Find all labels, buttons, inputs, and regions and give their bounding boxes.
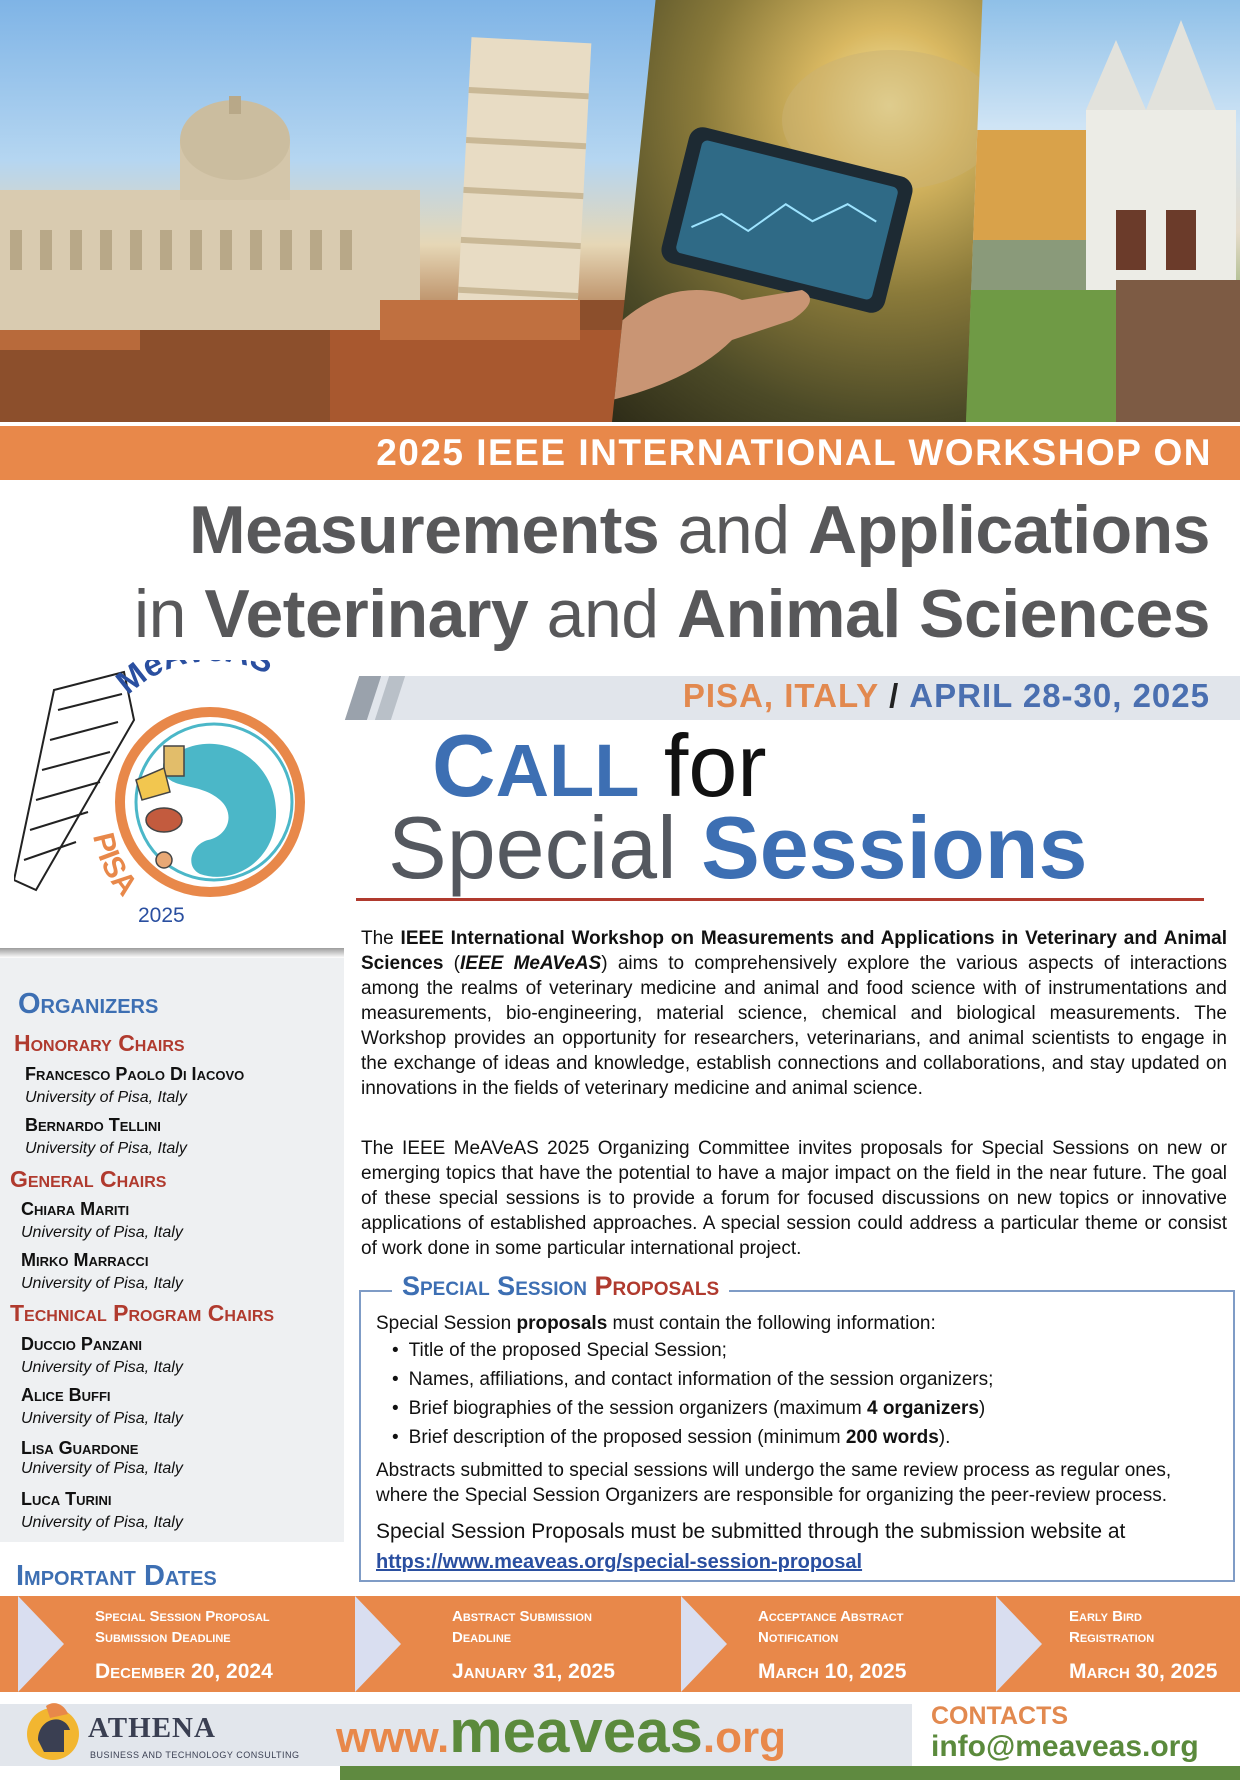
proposals-submit-text: Special Session Proposals must be submitted through the submission website at [376, 1520, 1126, 1543]
organizer-name: Lisa Guardone [21, 1438, 139, 1458]
title-line-1 [189, 488, 1210, 572]
photo-pisa-cathedral-tower [0, 0, 660, 422]
proposals-item-description: • Brief description of the proposed session (minimum 200 words). [392, 1427, 1222, 1449]
intro-paragraph-2: The IEEE MeAVeAS 2025 Organizing Committee invites proposals for Special Sessions on new or emerging topics that have the potential to have a major impact on the field in the near future. The goal of these special sessions is to provide a forum for focused discussions on new topics or innovative applications of established approaches. A special session could address a particular theme or consist of work done in some particular international project. [361, 1138, 1227, 1259]
proposals-item-biographies: • Brief biographies of the session organizers (maximum 4 organizers) [392, 1398, 1222, 1420]
call-word-for: for [663, 716, 767, 815]
title-word-and-2: and [528, 576, 678, 652]
workshop-full-name: IEEE International Workshop on Measurements and Applications in Veterinary and Animal Sciences [361, 928, 1227, 974]
title-word-animal-sciences: Animal Sciences [677, 576, 1210, 652]
intro-paragraph-1: The IEEE International Workshop on Measurements and Applications in Veterinary and Animal Sciences (IEEE MeAVeAS) aims to comprehensively explore the various aspects of interactions among the realms of veterinary medicine and animal and food science with of instrumentations and measurements, bio-engineering, material science, chemical and biological measurements. The Workshop provides an opportunity for researchers, veterinarians, and animal scientists to engage in the exchange of ideas and knowledge, establish connections and collaborations, and stay updated on innovations in the fields of veterinary medicine and animal science. [361, 928, 1228, 1099]
date-value: January 31, 2025 [452, 1660, 615, 1683]
organizer-name: Duccio Panzani [21, 1334, 142, 1354]
athena-helmet-icon [24, 1700, 82, 1764]
logo-name-text: Me [108, 660, 169, 701]
organizer-name: Luca Turini [21, 1489, 112, 1509]
technical-program-chairs-heading: Technical Program Chairs [10, 1300, 275, 1326]
milk-carton-icon [164, 746, 184, 776]
organizer-affiliation: University of Pisa, Italy [21, 1514, 183, 1531]
honorary-chairs-heading: Honorary Chairs [14, 1030, 185, 1056]
church-illustration [966, 0, 1240, 422]
contact-email[interactable]: info@meaveas.org [931, 1730, 1199, 1763]
title-word-and-1: and [659, 492, 808, 568]
call-word-call: CALL [432, 716, 640, 815]
athena-company-tagline: BUSINESS AND TECHNOLOGY CONSULTING [90, 1750, 300, 1760]
location-text [683, 677, 1210, 715]
general-chairs-heading: General Chairs [10, 1166, 167, 1192]
meaveas-logo-graphic [14, 660, 344, 940]
sausage-icon [156, 852, 172, 868]
proposals-title: Special Session Proposals [392, 1271, 729, 1302]
date-value: December 20, 2024 [95, 1660, 273, 1683]
photo-santa-maria-spina [966, 0, 1240, 422]
date-label: Acceptance Abstract Notification [758, 1608, 904, 1646]
organizer-affiliation: University of Pisa, Italy [21, 1359, 183, 1376]
athena-company-name: ATHENA [88, 1712, 216, 1744]
proposals-item-organizers: • Names, affiliations, and contact information of the session organizers; [392, 1369, 1222, 1391]
organizer-name: Francesco Paolo Di Iacovo [25, 1064, 245, 1084]
meat-icon [146, 808, 182, 832]
footer-green-bar [340, 1766, 1240, 1780]
date-label: Special Session Proposal Submission Deadline [95, 1608, 270, 1646]
title-line-2 [134, 572, 1210, 656]
date-value: March 10, 2025 [758, 1660, 907, 1683]
date-value: March 30, 2025 [1069, 1660, 1218, 1683]
proposal-submission-link[interactable]: https://www.meaveas.org/special-session-proposal [376, 1551, 863, 1573]
logo-year-text: 2025 [138, 904, 185, 927]
workshop-strip [0, 426, 1240, 480]
call-word-sessions: Sessions [701, 798, 1088, 897]
date-label: Abstract Submission Deadline [452, 1608, 592, 1646]
organizer-affiliation: University of Pisa, Italy [21, 1410, 183, 1427]
title-word-measurements: Measurements [189, 492, 660, 568]
date-label: Early Bird Registration [1069, 1608, 1155, 1646]
location-separator: / [889, 677, 900, 714]
meaveas-logo [14, 660, 344, 940]
logo-city-text: PISA [86, 829, 144, 903]
proposals-item-title: • Title of the proposed Special Session; [392, 1340, 1222, 1362]
organizers-heading: Organizers [18, 988, 159, 1020]
proposals-lead: Special Session proposals must contain the following information: [376, 1313, 936, 1334]
hero-photos [0, 0, 1240, 422]
title-word-veterinary: Veterinary [204, 576, 529, 652]
title-word-in: in [134, 576, 205, 652]
organizer-affiliation: University of Pisa, Italy [25, 1140, 187, 1157]
workshop-strip-text: 2025 IEEE INTERNATIONAL WORKSHOP ON [376, 432, 1212, 473]
organizer-name: Mirko Marracci [21, 1250, 149, 1270]
call-title-line-2 [388, 798, 1088, 897]
tablet-illustration [612, 0, 1008, 422]
title-word-applications: Applications [807, 492, 1210, 568]
location-dates: APRIL 28-30, 2025 [909, 677, 1210, 714]
call-word-special: Special [388, 798, 677, 897]
call-title-rule [356, 898, 1204, 901]
organizer-affiliation: University of Pisa, Italy [25, 1089, 187, 1106]
pisa-tower-illustration [0, 0, 660, 422]
organizer-affiliation: University of Pisa, Italy [21, 1224, 183, 1241]
workshop-acronym: IEEE MeAVeAS [460, 953, 602, 974]
organizer-name: Chiara Mariti [21, 1199, 130, 1219]
photo-tablet-cow [612, 0, 1008, 422]
location-city: PISA, ITALY [682, 677, 880, 714]
website-url[interactable]: www.meaveas.org [336, 1698, 786, 1765]
organizer-affiliation: University of Pisa, Italy [21, 1275, 183, 1292]
organizer-affiliation: University of Pisa, Italy [21, 1460, 183, 1477]
proposals-review-text: Abstracts submitted to special sessions will undergo the same review process as regular ones, where the Special Session Organizers are responsible for organizing the peer-review process. [376, 1460, 1172, 1506]
important-dates-heading: Important Dates [16, 1560, 217, 1592]
organizer-name: Bernardo Tellini [25, 1115, 161, 1135]
sidebar-shadow [0, 948, 344, 958]
contacts-heading: CONTACTS [931, 1702, 1069, 1730]
organizer-name: Alice Buffi [21, 1385, 111, 1405]
